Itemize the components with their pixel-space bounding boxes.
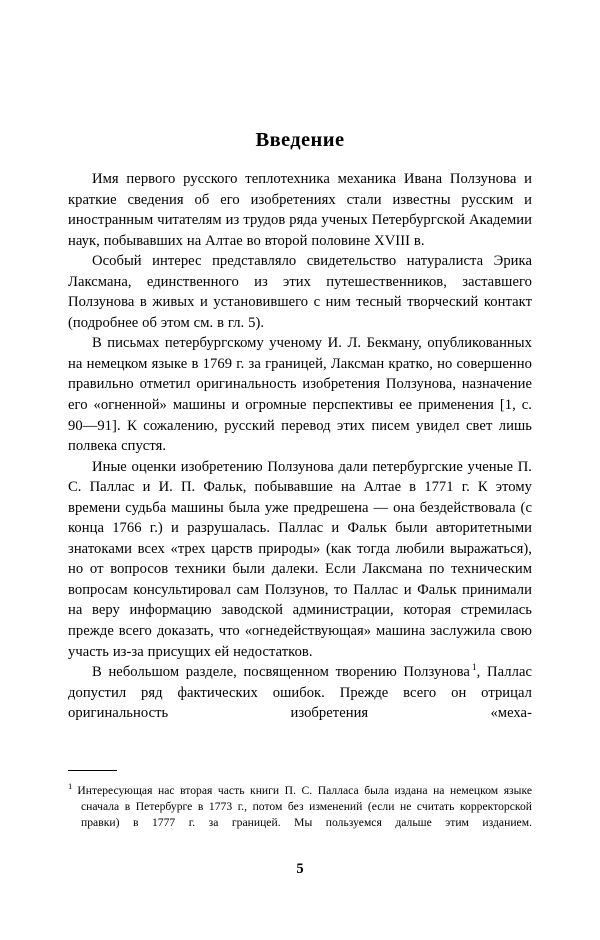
paragraph: Имя первого русского теплотехника механика Ивана Ползунова и краткие сведения об его изобретениях стали известны русским и иностранным читателям из трудов ряда ученых Петербургской Академии наук, побывавших на Алтае во второй половине XVIII в. — [68, 171, 532, 249]
text-column — [68, 0, 532, 724]
footnote-separator-rule — [68, 770, 117, 771]
paragraph-text-after-footnote: , Паллас допустил ряд фактических ошибок. Прежде всего он отрицал оригинальность изобретения «меха- — [68, 664, 532, 722]
footnote-block — [68, 770, 532, 832]
page-number: 5 — [296, 861, 304, 877]
footnote-reference-marker[interactable]: 1 — [471, 663, 477, 674]
footnote-item — [68, 783, 532, 832]
paragraph: В письмах петербургскому ученому И. Л. Бекману, опубликованных на немецком языке в 1769 г. за границей, Лаксман кратко, но совершенно правильно отметил оригинальность изобретения Ползунова, назначение его «огненной» машины и огромные перспективы ее применения [1, с. 90—91]. К сожалению, русский перевод этих писем увидел свет лишь полвека спустя. — [68, 335, 532, 455]
footnote-number: 1 — [68, 781, 73, 792]
paragraph-text-before-footnote: В небольшом разделе, посвященном творению Ползунова — [92, 664, 470, 681]
paragraph: Иные оценки изобретению Ползунова дали петербургские ученые П. С. Паллас и И. П. Фальк, побывавшие на Алтае в 1771 г. К этому времени судьба машины была уже предрешена — она бездействовала (с конца 1766 г.) и разрушалась. Паллас и Фальк были авторитетными знатоками всех «трех царств природы» (как тогда любили выражаться), но от вопросов техники были далеки. Если Лаксмана по техническим вопросам консультировал сам Ползунов, то Паллас и Фальк принимали на веру информацию заводской администрации, которая стремилась прежде всего доказать, что «огнедействующая» машина заслужила свою участь из-за присущих ей недостатков. — [68, 458, 532, 660]
page-title: Введение — [255, 129, 345, 151]
footnote-text: Интересующая нас вторая часть книги П. С. Палласа была издана на немецком языке сначала в Петербурге в 1773 г., потом без изменений (если не считать корректорской правки) в 1777 г. за границей. Мы пользуемся дальше этим изданием. — [77, 784, 532, 830]
paragraph: Особый интерес представляло свидетельство натуралиста Эрика Лаксмана, единственного из этих путешественников, заставшего Ползунова в живых и установившего с ним тесный творческий контакт (подробнее об этом см. в гл. 5). — [68, 253, 532, 331]
paragraph-with-footnote-ref — [68, 662, 532, 724]
body-text — [68, 169, 532, 724]
